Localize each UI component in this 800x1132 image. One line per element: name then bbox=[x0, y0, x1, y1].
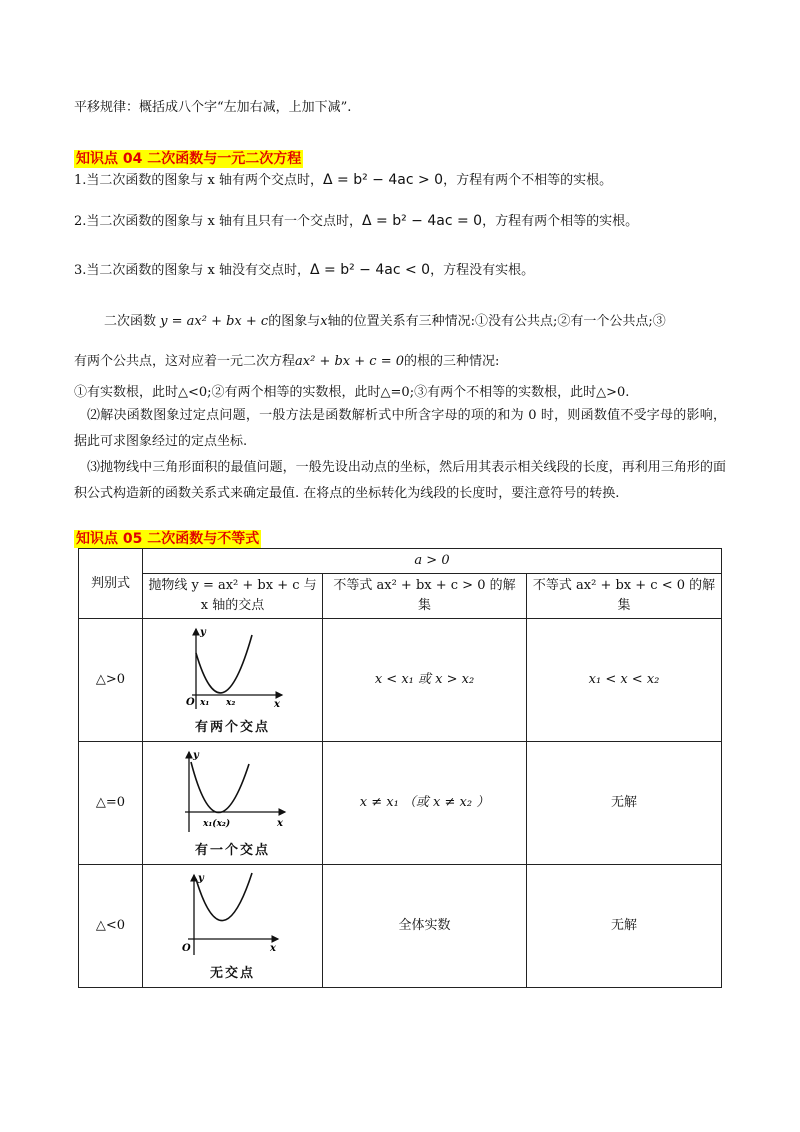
p2-math: ax² + bx + c = 0 bbox=[295, 354, 404, 369]
row-3-disc: △<0 bbox=[79, 865, 143, 988]
parabola-two-intersections-graph bbox=[178, 623, 288, 713]
item-3 bbox=[74, 260, 534, 281]
p1-math: y = ax² + bx + c bbox=[160, 314, 269, 329]
row-3-graph bbox=[143, 865, 323, 988]
table-row bbox=[79, 619, 722, 742]
x1x2-label: x₁(x₂) bbox=[202, 818, 230, 829]
origin-label: O bbox=[185, 696, 195, 708]
x-label: x bbox=[269, 942, 276, 954]
item-1 bbox=[74, 170, 612, 191]
row-1-lt: x₁ < x < x₂ bbox=[527, 619, 722, 742]
item-1-post: ，方程有两个不相等的实根。 bbox=[443, 173, 613, 188]
item-2-post: ，方程有两个相等的实根。 bbox=[482, 214, 639, 229]
table-header-condition-row bbox=[79, 549, 722, 574]
item-3-post: ，方程没有实根。 bbox=[430, 263, 535, 278]
header-graph-line1: 抛物线 y = ax² + bx + c 与 bbox=[148, 578, 317, 593]
parabola-one-intersection-graph bbox=[173, 746, 293, 836]
p1-a: 二次函数 bbox=[104, 314, 157, 329]
p2-b: 的根的三种情况: bbox=[404, 354, 500, 369]
row-2-lt: 无解 bbox=[527, 742, 722, 865]
inequality-table bbox=[78, 548, 722, 988]
header-lt-line1: 不等式 ax² + bx + c < 0 的解 bbox=[532, 578, 716, 593]
x-label: x bbox=[273, 698, 280, 710]
item-2-pre: 2.当二次函数的图象与 x 轴有且只有一个交点时， bbox=[74, 214, 362, 229]
y-label: y bbox=[199, 626, 206, 638]
header-lt-line2: 集 bbox=[617, 598, 631, 613]
item-3-pre: 3.当二次函数的图象与 x 轴没有交点时， bbox=[74, 263, 310, 278]
row-2-gt: x ≠ x₁ （或 x ≠ x₂ ） bbox=[323, 742, 527, 865]
row-1-gt: x < x₁ 或 x > x₂ bbox=[323, 619, 527, 742]
row-1-graph bbox=[143, 619, 323, 742]
parabola-curve bbox=[196, 873, 252, 921]
paragraph-4: ⑵解决函数图象过定点问题，一般方法是函数解析式中所含字母的项的和为 0 时，则函数值不受字母的影响，据此可求图象经过的定点坐标. bbox=[74, 408, 726, 449]
header-gt: 不等式 ax² + bx + c > 0 的解集 bbox=[323, 574, 527, 619]
paragraph-3: ①有实数根，此时△<0;②有两个相等的实数根，此时△=0;③有两个不相等的实数根，此时△>0. bbox=[74, 385, 630, 400]
x2-label: x₂ bbox=[225, 697, 235, 708]
p1-x: x bbox=[320, 314, 328, 329]
row-2-graph bbox=[143, 742, 323, 865]
paragraph-2 bbox=[74, 352, 499, 372]
row-2-caption: 有一个交点 bbox=[194, 842, 270, 858]
table-row bbox=[79, 742, 722, 865]
paragraph-1 bbox=[104, 312, 666, 332]
table-header-row bbox=[79, 574, 722, 619]
paragraph-5: ⑶抛物线中三角形面积的最值问题，一般先设出动点的坐标，然后用其表示相关线段的长度，再利用三角形的面积公式构造新的函数关系式来确定最值. 在将点的坐标转化为线段的长度时，要注意符号的转换. bbox=[74, 460, 726, 501]
item-2 bbox=[74, 211, 638, 232]
parabola-curve bbox=[196, 635, 252, 693]
x-label: x bbox=[276, 817, 283, 829]
row-1-caption: 有两个交点 bbox=[194, 719, 270, 735]
row-2-disc: △=0 bbox=[79, 742, 143, 865]
row-3-caption: 无交点 bbox=[209, 965, 255, 981]
shift-rule-text: 平移规律：概括成八个字“左加右减，上加下减”. bbox=[74, 100, 352, 115]
header-graph-line2: x 轴的交点 bbox=[200, 598, 265, 613]
section-05-title: 知识点 05 二次函数与不等式 bbox=[76, 531, 260, 547]
origin-label: O bbox=[181, 942, 191, 954]
item-2-math: Δ = b² − 4ac = 0 bbox=[362, 213, 483, 229]
header-lt bbox=[527, 574, 722, 619]
header-graph bbox=[143, 574, 323, 619]
item-1-pre: 1.当二次函数的图象与 x 轴有两个交点时， bbox=[74, 173, 323, 188]
section-04-title: 知识点 04 二次函数与一元二次方程 bbox=[76, 151, 302, 167]
row-1-disc: △>0 bbox=[79, 619, 143, 742]
parabola-no-intersection-graph bbox=[178, 869, 288, 959]
p2-a: 有两个公共点，这对应着一元二次方程 bbox=[74, 354, 296, 369]
row-3-lt: 无解 bbox=[527, 865, 722, 988]
header-discriminant: 判别式 bbox=[79, 549, 143, 619]
x1-label: x₁ bbox=[199, 697, 209, 708]
item-1-math: Δ = b² − 4ac > 0 bbox=[323, 172, 444, 188]
row-3-gt: 全体实数 bbox=[323, 865, 527, 988]
header-condition: a > 0 bbox=[143, 549, 722, 574]
y-label: y bbox=[197, 872, 204, 884]
table-row bbox=[79, 865, 722, 988]
p1-c: 轴的位置关系有三种情况:①没有公共点;②有一个公共点;③ bbox=[327, 314, 666, 329]
item-3-math: Δ = b² − 4ac < 0 bbox=[310, 262, 431, 278]
parabola-curve bbox=[191, 762, 249, 813]
p1-b: 的图象与 bbox=[268, 314, 321, 329]
y-label: y bbox=[192, 749, 199, 761]
